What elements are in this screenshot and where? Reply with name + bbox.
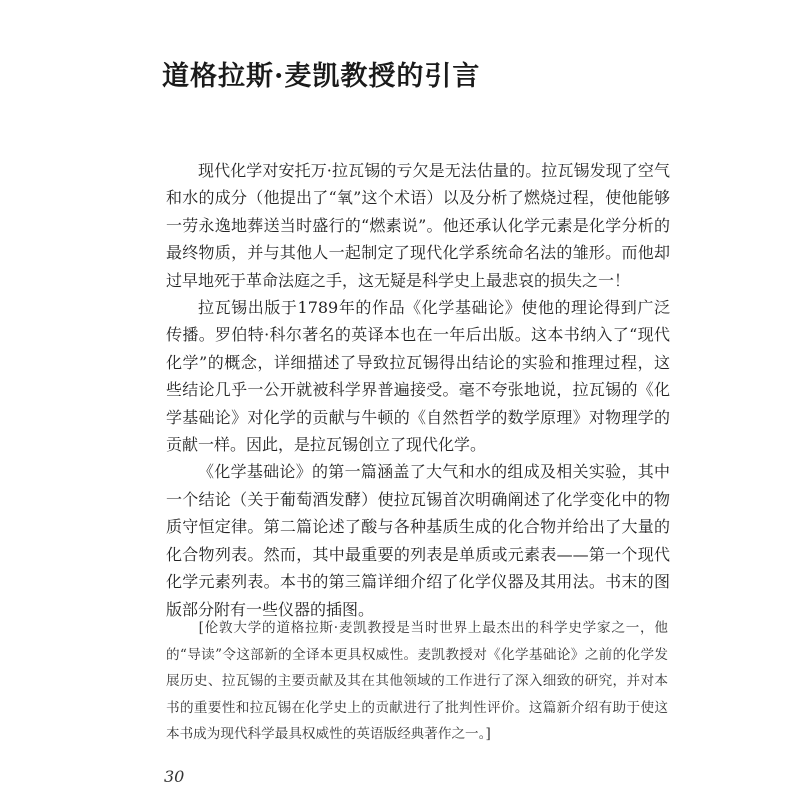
body-text (166, 157, 670, 623)
paragraph-3: 《化学基础论》的第一篇涵盖了大气和水的组成及相关实验，其中一个结论（关于葡萄酒发酵）使拉瓦锡首次明确阐述了化学变化中的物质守恒定律。第二篇论述了酸与各种基质生成的化合物并给出了大量的化合物列表。然而，其中最重要的列表是单质或元素表——第一个现代化学元素列表。本书的第三篇详细介绍了化学仪器及其用法。书末的图版部分附有一些仪器的插图。 (166, 462, 670, 619)
page-title: 道格拉斯·麦凯教授的引言 (162, 61, 481, 93)
paragraph-2: 拉瓦锡出版于1789年的作品《化学基础论》使他的理论得到广泛传播。罗伯特·科尔著名的英译本也在一年后出版。这本书纳入了“现代化学”的概念，详细描述了导致拉瓦锡得出结论的实验和推理过程，这些结论几乎一公开就被科学界普遍接受。毫不夸张地说，拉瓦锡的《化学基础论》对化学的贡献与牛顿的《自然哲学的数学原理》对物理学的贡献一样。因此，是拉瓦锡创立了现代化学。 (166, 298, 670, 455)
editor-note: [伦敦大学的道格拉斯·麦凯教授是当时世界上最杰出的科学史学家之一，他的“导读”令这部新的全译本更具权威性。麦凯教授对《化学基础论》之前的化学发展历史、拉瓦锡的主要贡献及其在其他领域的工作进行了深入细致的研究，并对本书的重要性和拉瓦锡在化学史上的贡献进行了批判性评价。这篇新介绍有助于使这本书成为现代科学最具权威性的英语版经典著作之一。] (166, 620, 668, 743)
paragraph-1: 现代化学对安托万·拉瓦锡的亏欠是无法估量的。拉瓦锡发现了空气和水的成分（他提出了“氧”这个术语）以及分析了燃烧过程，使他能够一劳永逸地葬送当时盛行的“燃素说”。他还承认化学元素是化学分析的最终物质，并与其他人一起制定了现代化学系统命名法的雏形。而他却过早地死于革命法庭之手，这无疑是科学史上最悲哀的损失之一！ (166, 161, 670, 290)
page-number: 30 (164, 767, 185, 786)
